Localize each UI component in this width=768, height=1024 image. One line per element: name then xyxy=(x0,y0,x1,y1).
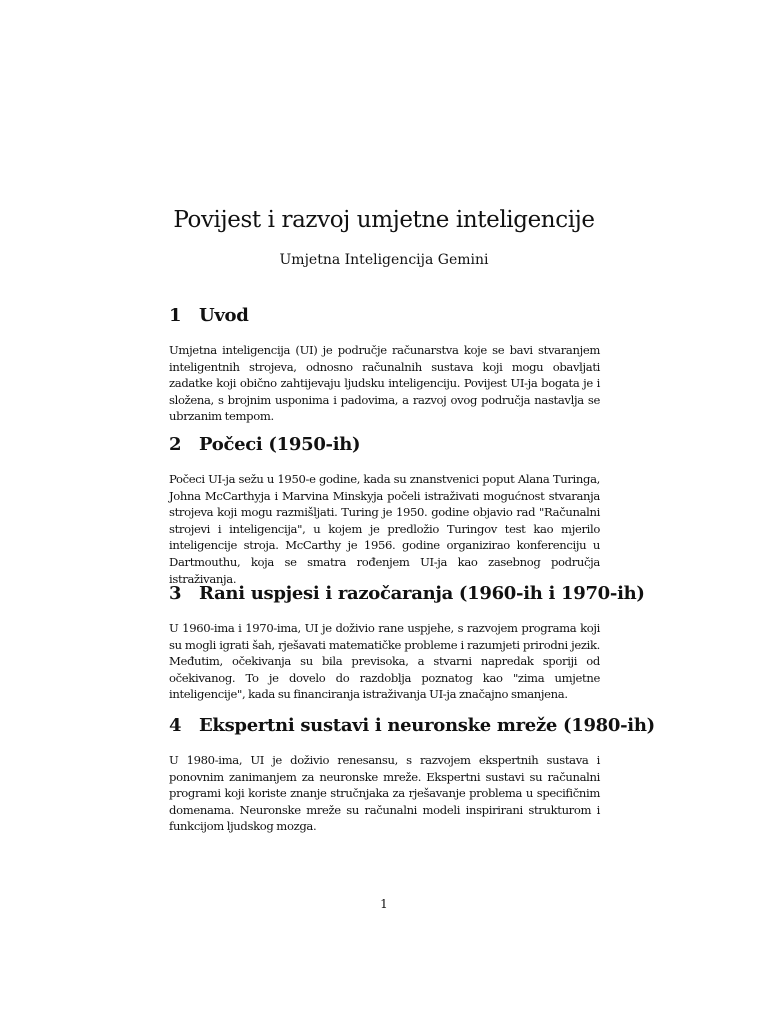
section-number: 4 xyxy=(169,715,182,736)
section-title: Ekspertni sustavi i neuronske mreže (1980-ih) xyxy=(199,715,655,736)
section-heading xyxy=(169,581,645,607)
section-heading xyxy=(169,713,655,739)
page-number: 1 xyxy=(380,897,388,911)
section-title: Rani uspjesi i razočaranja (1960-ih i 1970-ih) xyxy=(199,583,645,604)
section-rani-uspjesi xyxy=(169,581,645,703)
section-title: Uvod xyxy=(199,305,249,326)
document-author: Umjetna Inteligencija Gemini xyxy=(279,252,489,268)
section-number: 2 xyxy=(169,434,182,455)
section-paragraph: Počeci UI-ja sežu u 1950-e godine, kada su znanstvenici poput Alana Turinga, Johna McCarthyja i Marvina Minskyja počeli istraživati mogućnost stvaranja strojeva koji mogu razmišljati. Turing je 1950. godine objavio rad "Računalni strojevi i inteligencija", u kojem je predložio Turingov test kao mjerilo inteligencije stroja. McCarthy je 1956. godine organizirao konferenciju u Dartmouthu, koja se smatra rođenjem UI-ja kao zasebnog područja istraživanja. xyxy=(169,472,600,586)
section-ekspertni-sustavi xyxy=(169,713,655,835)
section-heading xyxy=(169,432,600,458)
document-title: Povijest i razvoj umjetne inteligencije xyxy=(173,207,595,233)
section-paragraph: U 1960-ima i 1970-ima, UI je doživio rane uspjehe, s razvojem programa koji su mogli igrati šah, rješavati matematičke probleme i razumjeti prirodni jezik. Međutim, očekivanja su bila previsoka, a stvarni napredak sporiji od očekivanog. To je dovelo do razdoblja poznatog kao "zima umjetne inteligencije", kada su financiranja istraživanja UI-ja značajno smanjena. xyxy=(169,621,600,702)
section-number: 1 xyxy=(169,305,182,326)
section-uvod xyxy=(169,303,600,425)
section-title: Počeci (1950-ih) xyxy=(199,434,361,455)
section-number: 3 xyxy=(169,583,182,604)
section-poceci xyxy=(169,432,600,587)
section-heading xyxy=(169,303,600,329)
section-paragraph: Umjetna inteligencija (UI) je područje računarstva koje se bavi stvaranjem inteligentnih strojeva, odnosno računalnih sustava koji mogu obavljati zadatke koji obično zahtijevaju ljudsku inteligenciju. Povijest UI-ja bogata je i složena, s brojnim usponima i padovima, a razvoj ovog područja nastavlja se ubrzanim tempom. xyxy=(169,343,600,424)
section-paragraph: U 1980-ima, UI je doživio renesansu, s razvojem ekspertnih sustava i ponovnim zanimanjem za neuronske mreže. Ekspertni sustavi su računalni programi koji koriste znanje stručnjaka za rješavanje problema u specifičnim domenama. Neuronske mreže su računalni modeli inspirirani strukturom i funkcijom ljudskog mozga. xyxy=(169,753,600,834)
